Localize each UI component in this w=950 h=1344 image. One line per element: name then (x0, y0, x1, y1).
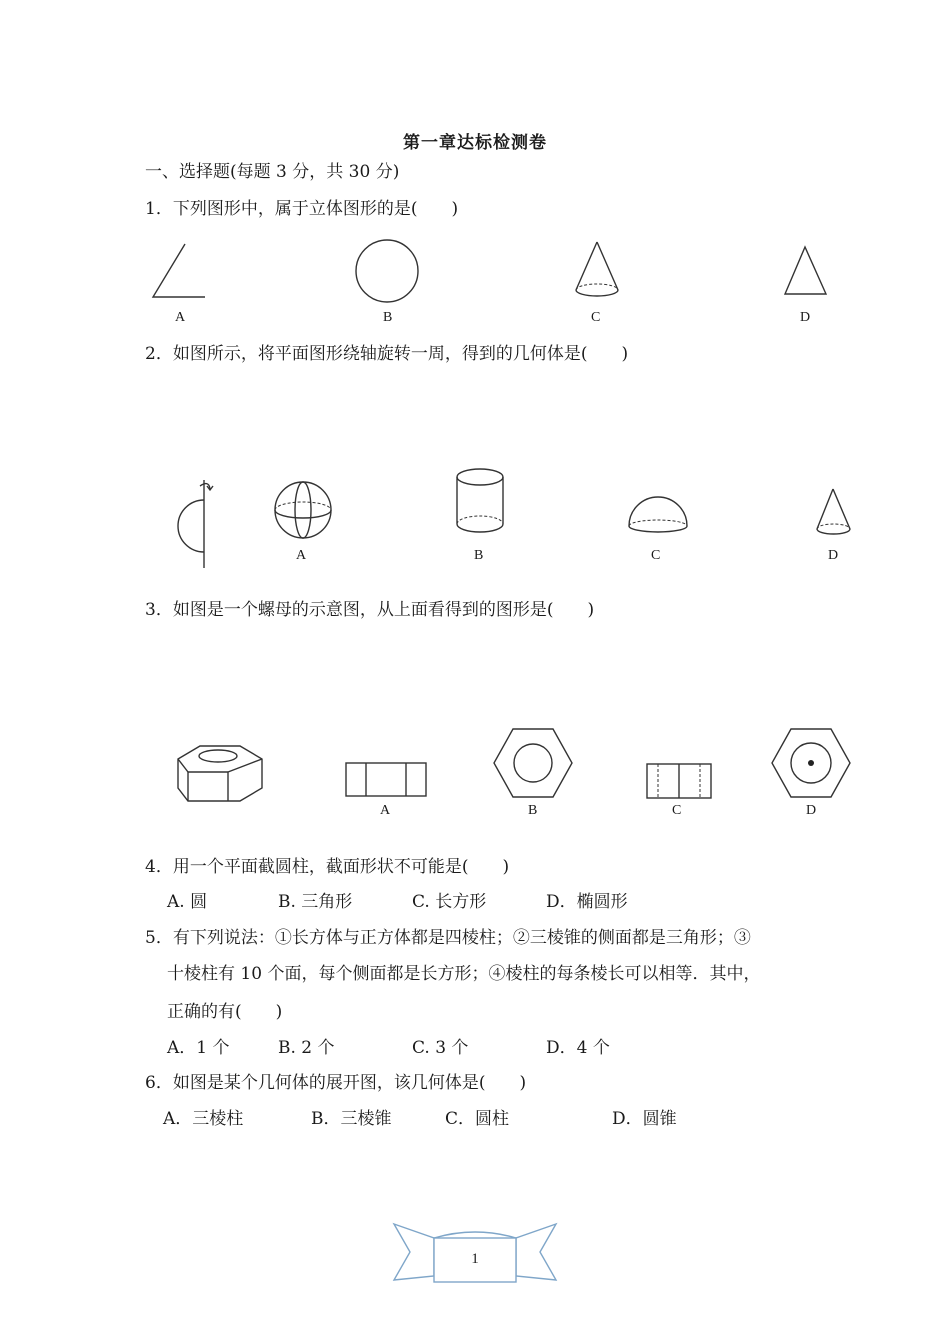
q2-label-b: B (474, 548, 484, 563)
question-4: 4．用一个平面截圆柱，截面形状不可能是( ) (145, 857, 510, 877)
q4-option-b[interactable]: B. 三角形 (278, 892, 353, 912)
q1-figure-d-triangle (776, 240, 836, 300)
q3-figure-nut (170, 738, 270, 806)
q5-option-c[interactable]: C. 3 个 (412, 1038, 469, 1058)
q6-option-a[interactable]: A．三棱柱 (163, 1109, 244, 1129)
q1-label-d: D (800, 310, 811, 325)
q3-figure-d-hexagon-dot (768, 725, 854, 805)
q6-option-d[interactable]: D．圆锥 (612, 1109, 677, 1129)
q2-figure-half-circle-axis (172, 476, 222, 571)
section-heading: 一、选择题(每题 3 分，共 30 分) (145, 162, 400, 182)
q5-option-a[interactable]: A．1 个 (167, 1038, 230, 1058)
q2-figure-c-hemisphere (625, 492, 691, 534)
q2-figure-b-cylinder (450, 466, 510, 538)
q5-option-b[interactable]: B. 2 个 (278, 1038, 335, 1058)
q1-figure-b-circle (350, 236, 426, 306)
q3-label-c: C (672, 803, 682, 818)
q4-option-a[interactable]: A. 圆 (167, 892, 208, 912)
question-5-line-3: 正确的有( ) (167, 1002, 283, 1022)
q2-label-a: A (296, 548, 307, 563)
q1-label-a: A (175, 310, 186, 325)
page-title: 第一章达标检测卷 (403, 133, 547, 153)
q3-label-a: A (380, 803, 391, 818)
q3-label-b: B (528, 803, 538, 818)
q3-figure-b-hexagon-circle (490, 725, 576, 805)
question-2: 2．如图所示，将平面图形绕轴旋转一周，得到的几何体是( ) (145, 344, 629, 364)
q6-option-b[interactable]: B．三棱锥 (311, 1109, 392, 1129)
q4-option-c[interactable]: C. 长方形 (412, 892, 487, 912)
question-1: 1．下列图形中，属于立体图形的是( ) (145, 199, 459, 219)
q2-label-d: D (828, 548, 839, 563)
q2-label-c: C (651, 548, 661, 563)
question-3: 3．如图是一个螺母的示意图，从上面看得到的图形是( ) (145, 600, 595, 620)
question-5-line-1: 5．有下列说法：①长方体与正方体都是四棱柱；②三棱锥的侧面都是三角形；③ (145, 928, 751, 948)
q3-figure-a-rectangles (342, 758, 432, 802)
q6-option-c[interactable]: C．圆柱 (445, 1109, 510, 1129)
q1-label-b: B (383, 310, 393, 325)
question-6: 6．如图是某个几何体的展开图，该几何体是( ) (145, 1073, 527, 1093)
q1-figure-a-angle (145, 238, 215, 303)
question-5-line-2: 十棱柱有 10 个面，每个侧面都是长方形；④棱柱的每条棱长可以相等．其中， (167, 964, 761, 984)
q1-label-c: C (591, 310, 601, 325)
q2-figure-a-sphere (270, 478, 336, 544)
q3-label-d: D (806, 803, 817, 818)
q3-figure-c-dashed-rectangles (643, 760, 715, 802)
q4-option-d[interactable]: D．椭圆形 (546, 892, 628, 912)
q1-figure-c-cone (568, 238, 628, 303)
q5-option-d[interactable]: D．4 个 (546, 1038, 610, 1058)
q2-figure-d-cone (810, 484, 858, 538)
page-number: 1 (471, 1251, 479, 1267)
